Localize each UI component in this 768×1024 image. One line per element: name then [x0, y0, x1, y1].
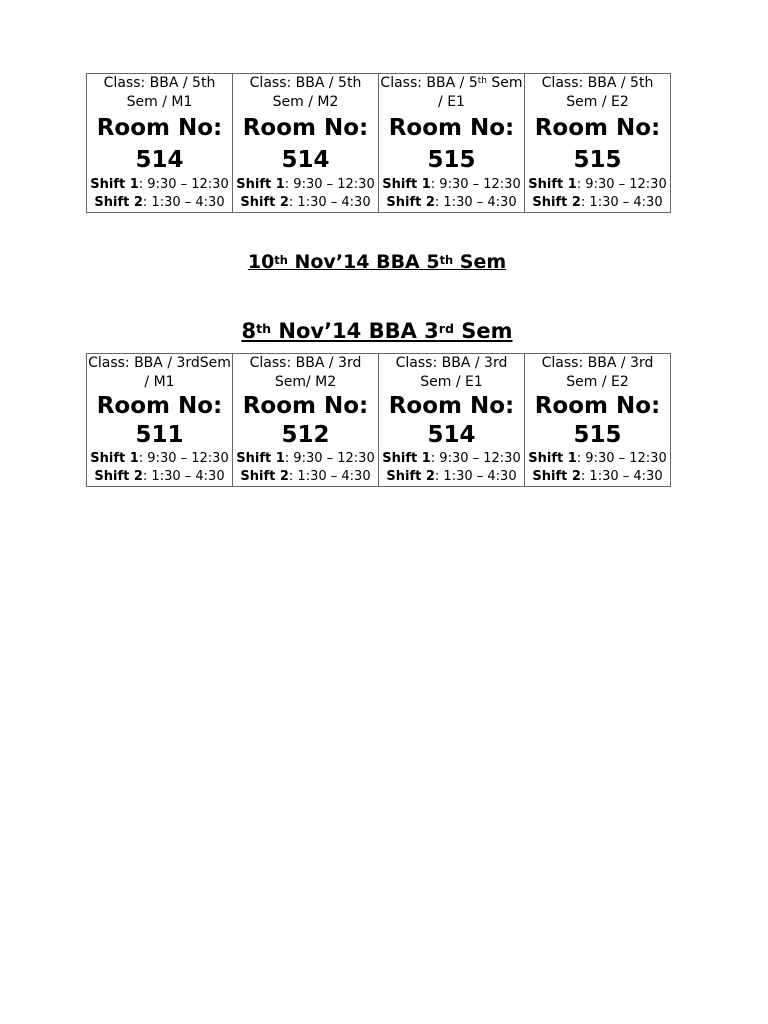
shift-1: [379, 176, 524, 194]
table-cell: [525, 74, 671, 213]
ordinal-suffix: th: [477, 76, 487, 86]
shift-time: : 1:30 – 4:30: [142, 195, 225, 210]
class-label: Class: BBA / 5th Sem / E2: [541, 75, 654, 110]
class-label: Class: BBA / 3rd Sem / E2: [541, 355, 654, 390]
schedule-table-3rd-sem: [86, 353, 671, 487]
shift-label: Shift 1: [90, 451, 139, 466]
room-number: Room No: 515: [534, 393, 661, 448]
room-number: Room No: 514: [96, 115, 223, 173]
caption-end: Sem: [454, 319, 513, 343]
shift-time: : 9:30 – 12:30: [138, 177, 229, 192]
class-label: [379, 74, 524, 112]
shift-label: Shift 2: [532, 469, 581, 484]
ordinal-suffix: th: [256, 321, 272, 336]
shift-2: [379, 194, 524, 212]
room-number: Room No: 514: [388, 393, 515, 448]
shift-label: Shift 1: [382, 177, 431, 192]
table-cell: [233, 74, 379, 213]
table-cell: [87, 74, 233, 213]
room-number: Room No: 515: [534, 115, 661, 173]
shift-label: Shift 1: [382, 451, 431, 466]
shift-time: : 1:30 – 4:30: [580, 469, 663, 484]
shift-time: : 1:30 – 4:30: [142, 469, 225, 484]
shift-label: Shift 2: [532, 195, 581, 210]
shift-time: : 9:30 – 12:30: [284, 177, 375, 192]
shift-time: : 9:30 – 12:30: [576, 177, 667, 192]
schedule-table-5th-sem: [86, 73, 671, 213]
caption-5th-sem: [86, 250, 668, 274]
shift-time: : 1:30 – 4:30: [580, 195, 663, 210]
class-label: Class: BBA / 5th Sem / M1: [103, 75, 216, 110]
shift-2: [233, 468, 378, 486]
shift-1: [525, 450, 670, 468]
table-cell: [233, 354, 379, 487]
shift-2: [525, 468, 670, 486]
room-number: Room No: 515: [388, 115, 515, 173]
table-row: [87, 74, 671, 213]
shift-time: : 1:30 – 4:30: [288, 469, 371, 484]
room-number: Room No: 511: [96, 393, 223, 448]
table-cell: [379, 354, 525, 487]
caption-mid: Nov’14 BBA 3: [271, 319, 439, 343]
shift-1: [87, 176, 232, 194]
shift-1: [233, 176, 378, 194]
shift-label: Shift 2: [386, 195, 435, 210]
shift-2: [87, 468, 232, 486]
shift-2: [525, 194, 670, 212]
table-cell: [525, 354, 671, 487]
room-number: Room No: 512: [242, 393, 369, 448]
shift-1: [87, 450, 232, 468]
shift-time: : 1:30 – 4:30: [434, 469, 517, 484]
shift-2: [233, 194, 378, 212]
ordinal-suffix: th: [439, 253, 454, 267]
class-label: Class: BBA / 3rd Sem / E1: [395, 355, 508, 390]
class-label: Class: BBA / 5th Sem / M2: [249, 75, 362, 110]
class-label-post: Sem / E1: [438, 75, 523, 110]
shift-1: [379, 450, 524, 468]
shift-label: Shift 1: [90, 177, 139, 192]
shift-label: Shift 2: [240, 469, 289, 484]
class-label-pre: Class: BBA / 5: [380, 75, 478, 91]
shift-label: Shift 1: [528, 451, 577, 466]
shift-time: : 1:30 – 4:30: [288, 195, 371, 210]
shift-time: : 9:30 – 12:30: [138, 451, 229, 466]
shift-label: Shift 1: [236, 451, 285, 466]
table-cell: [87, 354, 233, 487]
ordinal-suffix: th: [274, 253, 288, 267]
ordinal-suffix: rd: [438, 321, 454, 336]
shift-1: [233, 450, 378, 468]
caption-day: 10: [247, 251, 275, 273]
shift-time: : 9:30 – 12:30: [576, 451, 667, 466]
caption-day: 8: [241, 319, 257, 343]
shift-label: Shift 1: [528, 177, 577, 192]
shift-label: Shift 2: [94, 469, 143, 484]
shift-time: : 9:30 – 12:30: [284, 451, 375, 466]
shift-2: [379, 468, 524, 486]
room-number: Room No: 514: [242, 115, 369, 173]
shift-time: : 9:30 – 12:30: [430, 177, 521, 192]
shift-label: Shift 2: [240, 195, 289, 210]
heading-3rd-sem: [86, 317, 668, 345]
shift-label: Shift 1: [236, 177, 285, 192]
caption-end: Sem: [453, 251, 507, 273]
shift-2: [87, 194, 232, 212]
table-cell: [379, 74, 525, 213]
class-label: Class: BBA / 3rd Sem/ M2: [249, 355, 362, 390]
shift-1: [525, 176, 670, 194]
table-row: [87, 354, 671, 487]
caption-mid: Nov’14 BBA 5: [287, 251, 440, 273]
class-label: Class: BBA / 3rdSem / M1: [88, 355, 231, 390]
shift-label: Shift 2: [386, 469, 435, 484]
shift-time: : 1:30 – 4:30: [434, 195, 517, 210]
shift-label: Shift 2: [94, 195, 143, 210]
shift-time: : 9:30 – 12:30: [430, 451, 521, 466]
